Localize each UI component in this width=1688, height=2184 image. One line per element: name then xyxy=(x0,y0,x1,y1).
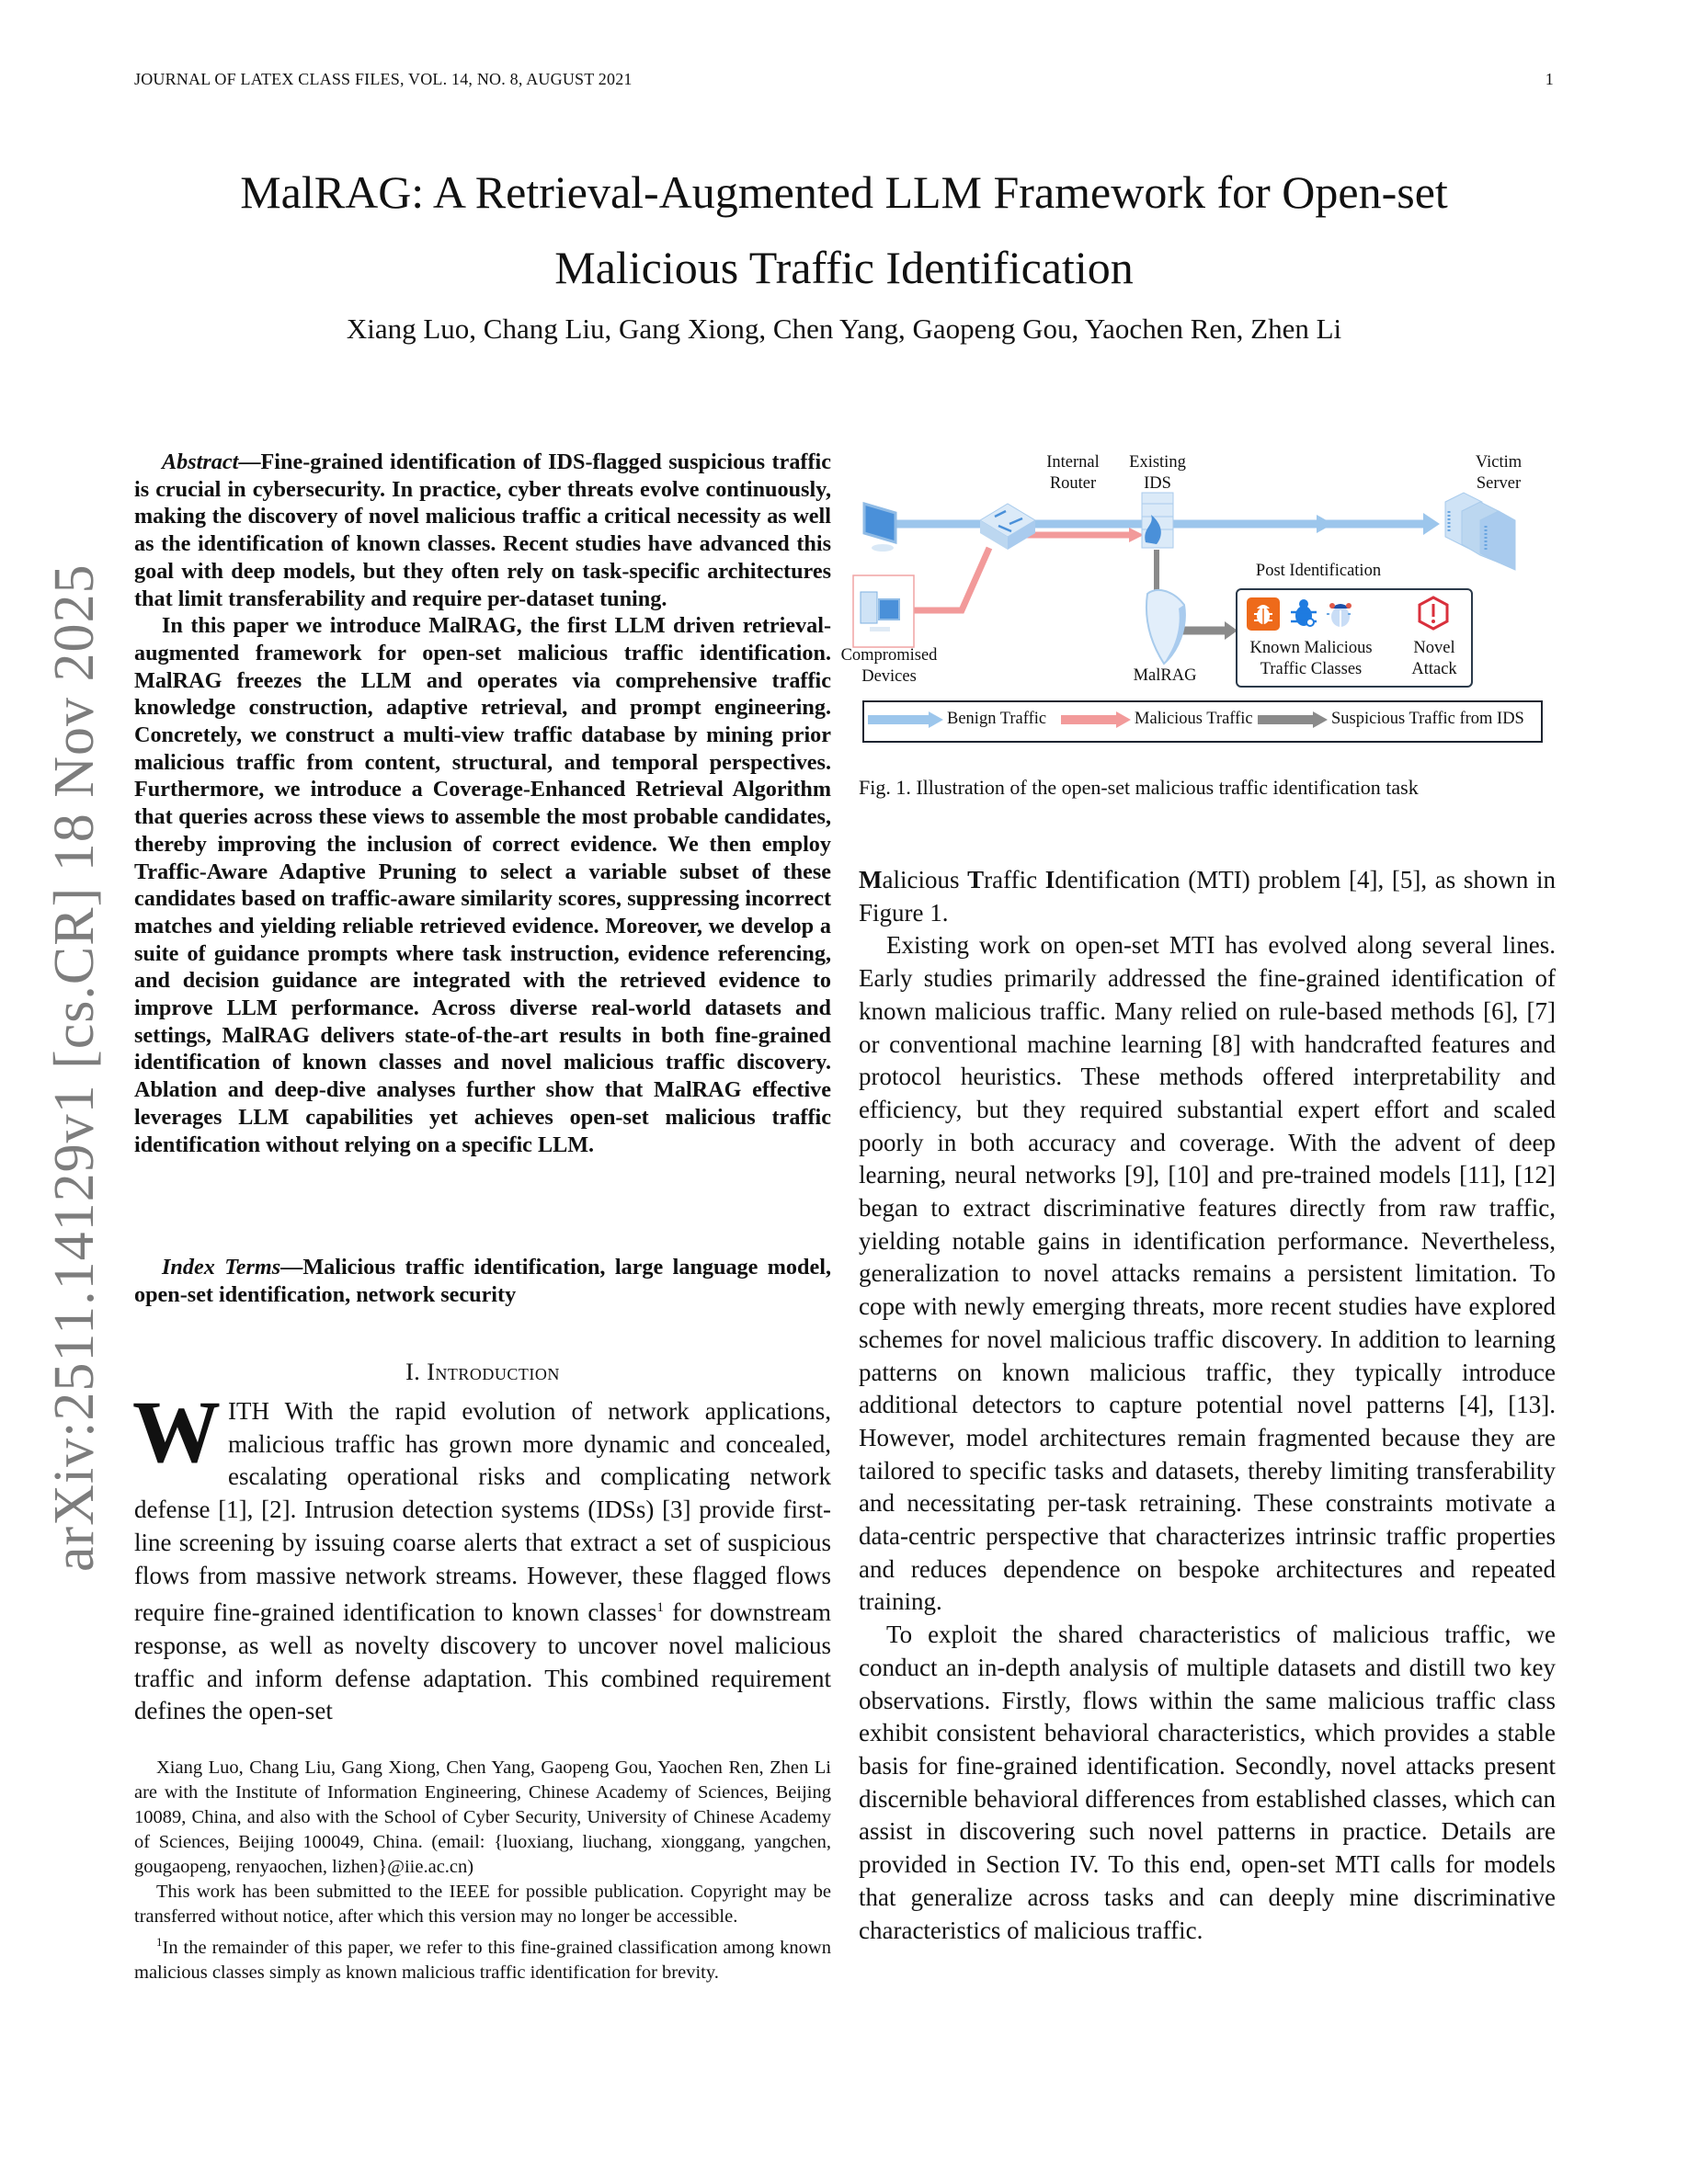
label-post-identification: Post Identification xyxy=(1255,562,1382,580)
title-line-2: Malicious Traffic Identification xyxy=(554,242,1134,293)
router-icon xyxy=(980,504,1035,550)
abstract-text-1: —Fine-grained identification of IDS-flagged suspicious traffic is crucial in cybersecurity. In practice, cyber threats evolve continuously, making the discovery of novel malicious traffic a critical necessity as well as the identification of known classes. Recent studies have advanced this goal with deep models, but they often rely on task-specific architectures that limit transferability and require per-dataset tuning. xyxy=(134,449,831,611)
acronym-letter-t: T xyxy=(967,866,985,893)
label-known-classes xyxy=(1237,638,1385,680)
legend-label: Malicious Traffic xyxy=(1135,710,1253,728)
monitor-icon xyxy=(864,504,895,552)
intro-right-column xyxy=(859,864,1556,1947)
figure-1-caption: Fig. 1. Illustration of the open-set malicious traffic identification task xyxy=(859,776,1419,799)
submission-notice: This work has been submitted to the IEEE for possible publication. Copyright may be transferred without notice, after which this version may no longer be accessible. xyxy=(134,1882,831,1927)
acronym-letter-m: M xyxy=(859,866,883,893)
label-line: Router xyxy=(1049,474,1097,493)
intro-text-a: ITH With the rapid evolution of network applications, malicious traffic has grown more dynamic and concealed, escalating operational risks and complicating network defense [1], [2]. Intrusion detection systems (IDSs) [3] provide first-line screening by issuing coarse alerts that extract a set of suspicious flows from massive network streams. However, these flagged flows require fine-grained identification to known classes xyxy=(134,1397,831,1627)
arrow-suspicious-icon xyxy=(1258,711,1328,728)
drop-cap: W xyxy=(132,1382,221,1481)
label-compromised-devices xyxy=(838,645,940,688)
paper-title xyxy=(129,154,1559,305)
alert-hexagon-icon xyxy=(1416,596,1449,629)
label-malrag: MalRAG xyxy=(1133,666,1197,685)
index-terms-text: —Malicious traffic identification, large language model, open-set identification, network security xyxy=(134,1255,831,1307)
affiliation-footnote: Xiang Luo, Chang Liu, Gang Xiong, Chen Yang, Gaopeng Gou, Yaochen Ren, Zhen Li are with the Institute of Information Engineering, Chinese Academy of Sciences, Beijing 10089, China, and also with the School of Cyber Security, University of Chinese Academy of Sciences, Beijing 100049, China. (email: {luoxiang, liuchang, xionggang, yangchen, gougaopeng, renyaochen, lizhen}@iie.ac.cn) xyxy=(134,1757,831,1877)
legend-malicious xyxy=(1061,710,1253,729)
text: dentification (MTI) problem [4], [5], as shown in Figure 1. xyxy=(859,866,1556,927)
running-head xyxy=(134,70,1554,89)
label-line: Devices xyxy=(861,667,917,686)
footnote-1-text: In the remainder of this paper, we refer to this fine-grained classification among known malicious classes simply as known malicious traffic identification for brevity. xyxy=(134,1937,831,1983)
intro-paragraph-1 xyxy=(132,1382,831,1728)
bug-blue-icon xyxy=(1287,597,1320,631)
intro-left-column xyxy=(132,1382,831,1728)
label-line: Known Malicious xyxy=(1249,639,1373,657)
label-novel-attack xyxy=(1397,638,1471,680)
intro-paragraph-2: Existing work on open-set MTI has evolved along several lines. Early studies primarily addressed the fine-grained identification of known malicious traffic. Many relied on rule-based methods [6], [7] or conventional machine learning [8] with handcrafted features and protocol heuristics. These methods offered interpretability and efficiency, but they required substantial expert effort and scaled poorly in both accuracy and coverage. With the advent of deep learning, neural networks [9], [10] and pre-trained models [11], [12] began to extract discriminative features directly from raw traffic, yielding notable gains in identification performance. Nevertheless, generalization to novel attacks remains a persistent limitation. To cope with newly emerging threats, more recent studies have explored schemes for novel malicious traffic discovery. In addition to learning patterns on known malicious traffic, they typically introduce additional detectors to capture potential novel patterns [4], [13]. However, model architectures remain fragmented because they are tailored to specific tasks and datasets, thereby limiting transferability and necessitating per-task retraining. These constraints motivate a data-centric perspective that characterizes intrinsic traffic properties and reduces dependence on bespoke architectures and repeated training. xyxy=(859,931,1556,1616)
label-existing-ids xyxy=(1116,452,1199,495)
intro-text-b: for downstream response, as well as novelty discovery to uncover novel malicious traffic and inform defense adaptation. This combined requirement defines the open-set xyxy=(134,1598,831,1725)
footnote-1 xyxy=(134,1929,831,1985)
legend-benign xyxy=(868,710,1046,729)
shield-icon xyxy=(1146,590,1185,664)
footnote-1-mark: 1 xyxy=(156,1935,163,1949)
index-terms xyxy=(134,1254,831,1308)
label-line: Traffic Classes xyxy=(1260,660,1363,678)
bug-light-icon xyxy=(1324,597,1357,631)
title-line-1: MalRAG: A Retrieval-Augmented LLM Framework for Open-set xyxy=(240,166,1448,218)
label-line: IDS xyxy=(1144,474,1171,493)
legend-label: Suspicious Traffic from IDS xyxy=(1331,710,1524,728)
author-list: Xiang Luo, Chang Liu, Gang Xiong, Chen Yang, Gaopeng Gou, Yaochen Ren, Zhen Li xyxy=(346,313,1342,345)
bug-orange-icon xyxy=(1247,597,1280,631)
footnote-ref-1[interactable]: 1 xyxy=(656,1600,664,1616)
label-line: Victim xyxy=(1475,453,1523,472)
arrow-benign-icon xyxy=(868,711,943,728)
acronym-letter-i: I xyxy=(1044,866,1055,893)
label-line: Internal xyxy=(1046,453,1100,472)
legend-suspicious xyxy=(1258,710,1524,729)
label-internal-router xyxy=(1022,452,1123,495)
arxiv-stamp: arXiv:2511.14129v1 [cs.CR] 18 Nov 2025 xyxy=(43,563,106,1572)
label-line: Server xyxy=(1476,474,1522,493)
footnotes xyxy=(134,1756,831,1985)
arrow-malicious-icon xyxy=(1061,711,1131,728)
abstract-label: Abstract xyxy=(162,449,239,474)
text: alicious xyxy=(882,866,968,893)
label-line: Novel xyxy=(1413,639,1455,657)
label-line: Existing xyxy=(1129,453,1186,472)
server-icon xyxy=(1445,493,1515,570)
firewall-icon xyxy=(1142,493,1173,548)
abstract-paragraph-1 xyxy=(134,449,831,612)
label-line: Attack xyxy=(1411,660,1457,678)
figure-1 xyxy=(840,447,1550,750)
index-terms-label: Index Terms xyxy=(162,1255,281,1280)
label-victim-server xyxy=(1462,452,1535,495)
legend-label: Benign Traffic xyxy=(947,710,1047,728)
page-number: 1 xyxy=(1545,70,1554,88)
figure-legend xyxy=(862,700,1543,743)
intro-continuation xyxy=(859,864,1556,929)
text: raffic xyxy=(984,866,1045,893)
intro-paragraph-3: To exploit the shared characteristics of malicious traffic, we conduct an in-depth analysis of multiple datasets and distill two key observations. Firstly, flows within the same malicious traffic class exhibit consistent behavioral characteristics, which provides a stable basis for fine-grained identification. Secondly, novel attacks present discernible behavioral differences from established classes, which can assist in discovering such novel patterns in practice. Details are provided in Section IV. To this end, open-set MTI calls for models that generalize across tasks and can deeply mine discriminative characteristics of malicious traffic. xyxy=(859,1621,1556,1944)
abstract-paragraph-2: In this paper we introduce MalRAG, the first LLM driven retrieval-augmented framework for open-set malicious traffic identification. MalRAG freezes the LLM and operates via comprehensive traffic knowledge construction, adaptive retrieval, and prompt engineering. Concretely, we construct a multi-view traffic database by mining prior malicious traffic from content, structural, and temporal perspectives. Furthermore, we introduce a Coverage-Enhanced Retrieval Algorithm that queries across these views to assemble the most probable candidates, thereby improving the inclusion of correct evidence. We then employ Traffic-Aware Adaptive Pruning to select a variable subset of these candidates based on traffic-aware similarity scores, suppressing incorrect matches and yielding reliable retrieved evidence. Moreover, we develop a suite of guidance prompts where task instruction, evidence referencing, and decision guidance are integrated with the retrieved evidence to improve LLM performance. Across diverse real-world datasets and settings, MalRAG delivers state-of-the-art results in both fine-grained identification of known classes and novel malicious traffic discovery. Ablation and deep-dive analyses further show that MalRAG effective leverages LLM capabilities yet achieves open-set malicious traffic identification without relying on a specific LLM. xyxy=(134,613,831,1157)
abstract xyxy=(134,449,831,1158)
journal-header: JOURNAL OF LATEX CLASS FILES, VOL. 14, NO. 8, AUGUST 2021 xyxy=(134,70,633,88)
section-heading-introduction: I. Introduction xyxy=(405,1359,560,1385)
label-line: Compromised xyxy=(840,646,938,665)
post-identification-box xyxy=(1236,588,1473,688)
